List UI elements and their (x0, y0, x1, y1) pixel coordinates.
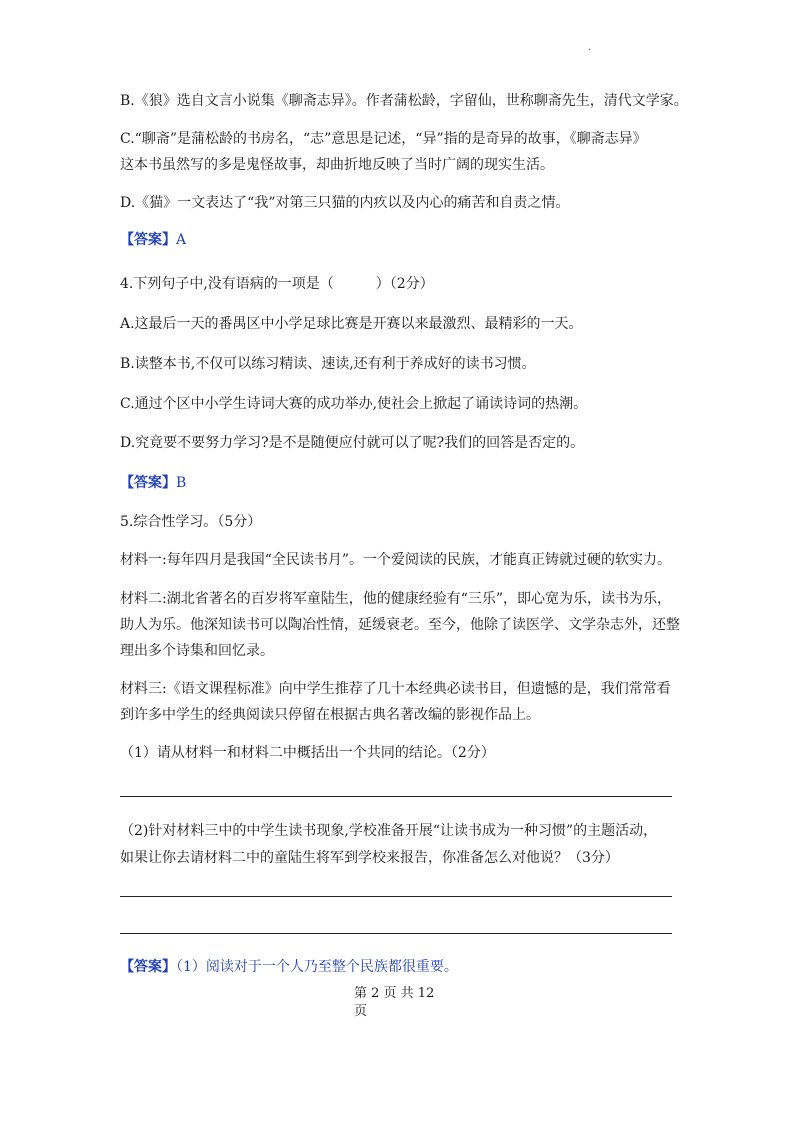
answer-tag: 【答案】 (120, 232, 176, 248)
question3-option-c-line1: C.“聊斋”是蒲松龄的书房名，“志”意思是记述，“异”指的是奇异的故事，《聊斋志异》 (120, 131, 647, 147)
question3-option-c-line2: 这本书虽然写的多是鬼怪故事，却曲折地反映了当时广阔的现实生活。 (120, 157, 554, 173)
question5-answer (120, 957, 458, 977)
material3-line1: 材料三:《语文课程标准》向中学生推荐了几十本经典必读书目，但遗憾的是，我们常常看 (120, 681, 671, 697)
subquestion2-line1: （2)针对材料三中的中学生读书现象,学校准备开展“让读书成为一种习惯”的主题活动， (120, 823, 658, 839)
answer-tag: 【答案】 (120, 959, 176, 975)
question4-option-a: A.这最后一天的番禺区中小学足球比赛是开赛以来最激烈、最精彩的一天。 (120, 316, 583, 332)
answer-line-2 (120, 896, 672, 897)
answer-value: B (176, 475, 187, 491)
material3-line2: 到许多中学生的经典阅读只停留在根据古典名著改编的影视作品上。 (120, 707, 540, 723)
material1: 材料一:每年四月是我国“全民读书月”。一个爱阅读的民族，才能真正铸就过硬的软实力。 (120, 552, 672, 568)
page-footer-line1: 第 2 页 共 12 (354, 986, 435, 1001)
question4-stem: 4.下列句子中,没有语病的一项是（ ）（2分） (120, 276, 434, 292)
material2-line2: 助人为乐。他深知读书可以陶冶性情，延缓衰老。至今，他除了读医学、文学杂志外，还整 (120, 617, 680, 633)
question3-answer (120, 230, 186, 250)
answer-line-1 (120, 796, 672, 797)
material2-line1: 材料二:湖北省著名的百岁将军童陆生，他的健康经验有“三乐”，即心宽为乐，读书为乐， (120, 591, 672, 607)
question5-stem: 5.综合性学习。（5分） (120, 514, 262, 530)
question3-option-d: D.《猫》一文表达了“我”对第三只猫的内疚以及内心的痛苦和自责之情。 (120, 195, 570, 211)
page-footer-line2: 页 (354, 1004, 368, 1019)
question4-option-b: B.读整本书,不仅可以练习精读、速读,还有利于养成好的读书习惯。 (120, 356, 536, 372)
answer-value: （1）阅读对于一个人乃至整个民族都很重要。 (176, 959, 458, 975)
answer-line-3 (120, 933, 672, 934)
answer-tag: 【答案】 (120, 475, 176, 491)
question4-answer (120, 473, 186, 493)
answer-value: A (176, 232, 187, 248)
question4-option-d: D.究竟要不要努力学习?是不是随便应付就可以了呢?我们的回答是否定的。 (120, 435, 585, 451)
page-corner-mark: . (588, 42, 592, 53)
material2-line3: 理出多个诗集和回忆录。 (120, 643, 274, 659)
question3-option-b: B.《狼》选自文言小说集《聊斋志异》。作者蒲松龄，字留仙，世称聊斋先生，清代文学家。 (120, 93, 688, 109)
subquestion2-line2: 如果让你去请材料二中的童陆生将军到学校来报告，你准备怎么对他说？（3分） (120, 850, 619, 866)
question4-option-c: C.通过个区中小学生诗词大赛的成功举办,使社会上掀起了诵读诗词的热潮。 (120, 396, 588, 412)
subquestion1: （1）请从材料一和材料二中概括出一个共同的结论。（2分） (120, 745, 495, 761)
